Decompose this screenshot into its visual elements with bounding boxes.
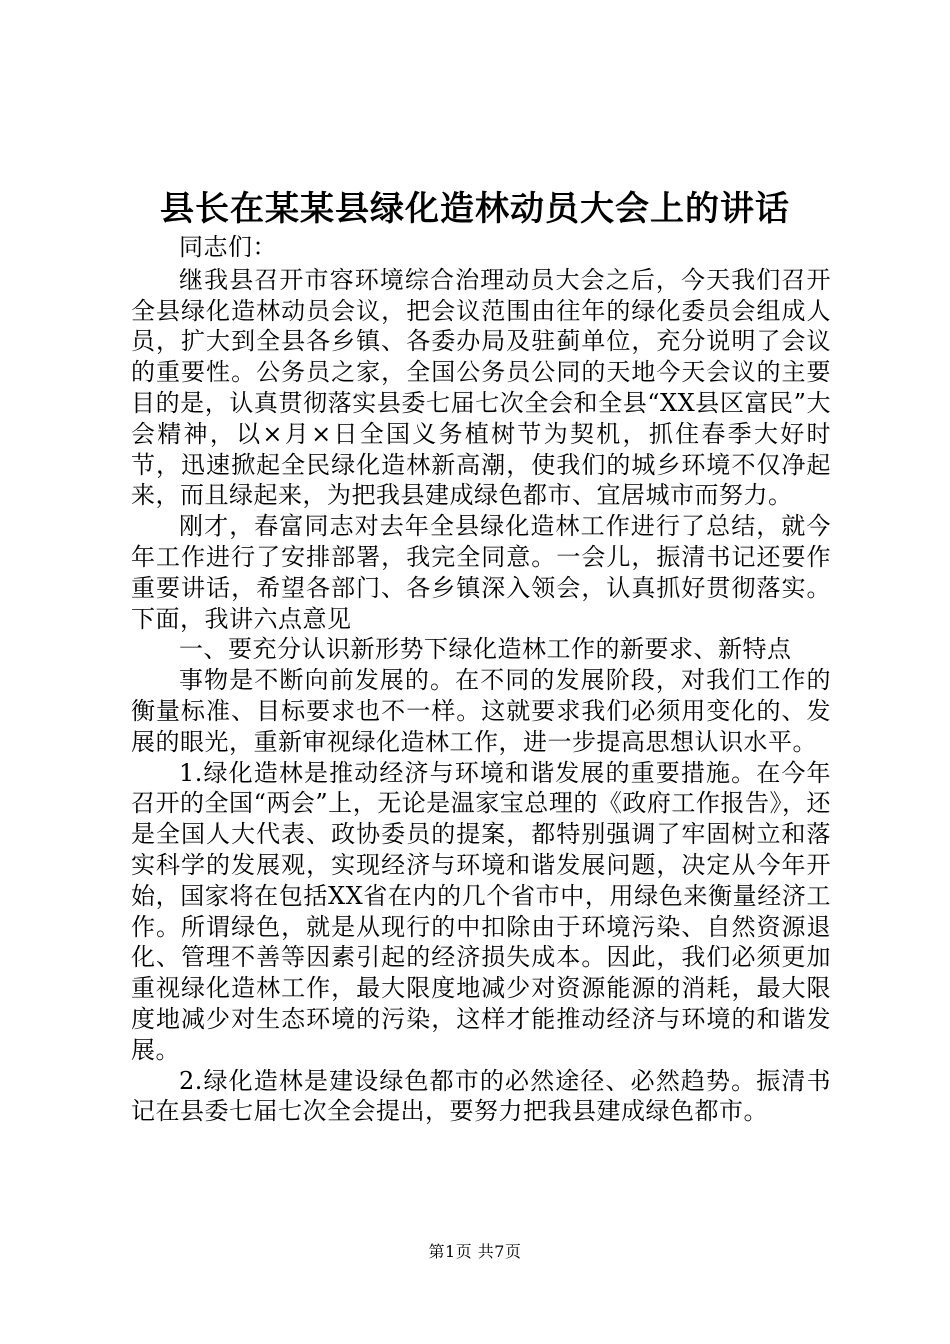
paragraph-point-2: 2.绿化造林是建设绿色都市的必然途径、必然趋势。振清书记在县委七届七次全会提出，要努力把我县建成绿色都市。 [131, 1066, 831, 1126]
document-body [131, 233, 831, 1127]
paragraph-summary: 刚才，春富同志对去年全县绿化造林工作进行了总结，就今年工作进行了安排部署，我完全同意。一会儿，振清书记还要作重要讲话，希望各部门、各乡镇深入领会，认真抓好贯彻落实。下面，我讲六点意见 [131, 512, 831, 633]
greeting: 同志们： [179, 233, 277, 261]
paragraph-opening: 继我县召开市容环境综合治理动员大会之后，今天我们召开全县绿化造林动员会议，把会议范围由往年的绿化委员会组成人员，扩大到全县各乡镇、各委办局及驻蓟单位，充分说明了会议的重要性。公务员之家，全国公务员公同的天地今天会议的主要目的是，认真贯彻落实县委七届七次全会和全县“XX县区富民”大会精神，以×月×日全国义务植树节为契机，抓住春季大好时节，迅速掀起全民绿化造林新高潮，使我们的城乡环境不仅净起来，而且绿起来，为把我县建成绿色都市、宜居城市而努力。 [131, 265, 831, 510]
document-title: 县长在某某县绿化造林动员大会上的讲话 [160, 189, 790, 229]
paragraph-section-intro: 事物是不断向前发展的。在不同的发展阶段，对我们工作的衡量标准、目标要求也不一样。这就要求我们必须用变化的、发展的眼光，重新审视绿化造林工作，进一步提高思想认识水平。 [131, 666, 831, 756]
paragraph-point-1: 1.绿化造林是推动经济与环境和谐发展的重要措施。在今年召开的全国“两会”上，无论是温家宝总理的《政府工作报告》，还是全国人大代表、政协委员的提案，都特别强调了牢固树立和落实科学的发展观，实现经济与环境和谐发展问题，决定从今年开始，国家将在包括XX省在内的几个省市中，用绿色来衡量经济工作。所谓绿色，就是从现行的中扣除由于环境污染、自然资源退化、管理不善等因素引起的经济损失成本。因此，我们必须更加重视绿化造林工作，最大限度地减少对资源能源的消耗，最大限度地减少对生态环境的污染，这样才能推动经济与环境的和谐发展。 [131, 758, 831, 1064]
section-heading-1: 一、要充分认识新形势下绿化造林工作的新要求、新特点 [179, 635, 792, 664]
page-footer: 第1页 共7页 [428, 1242, 522, 1261]
